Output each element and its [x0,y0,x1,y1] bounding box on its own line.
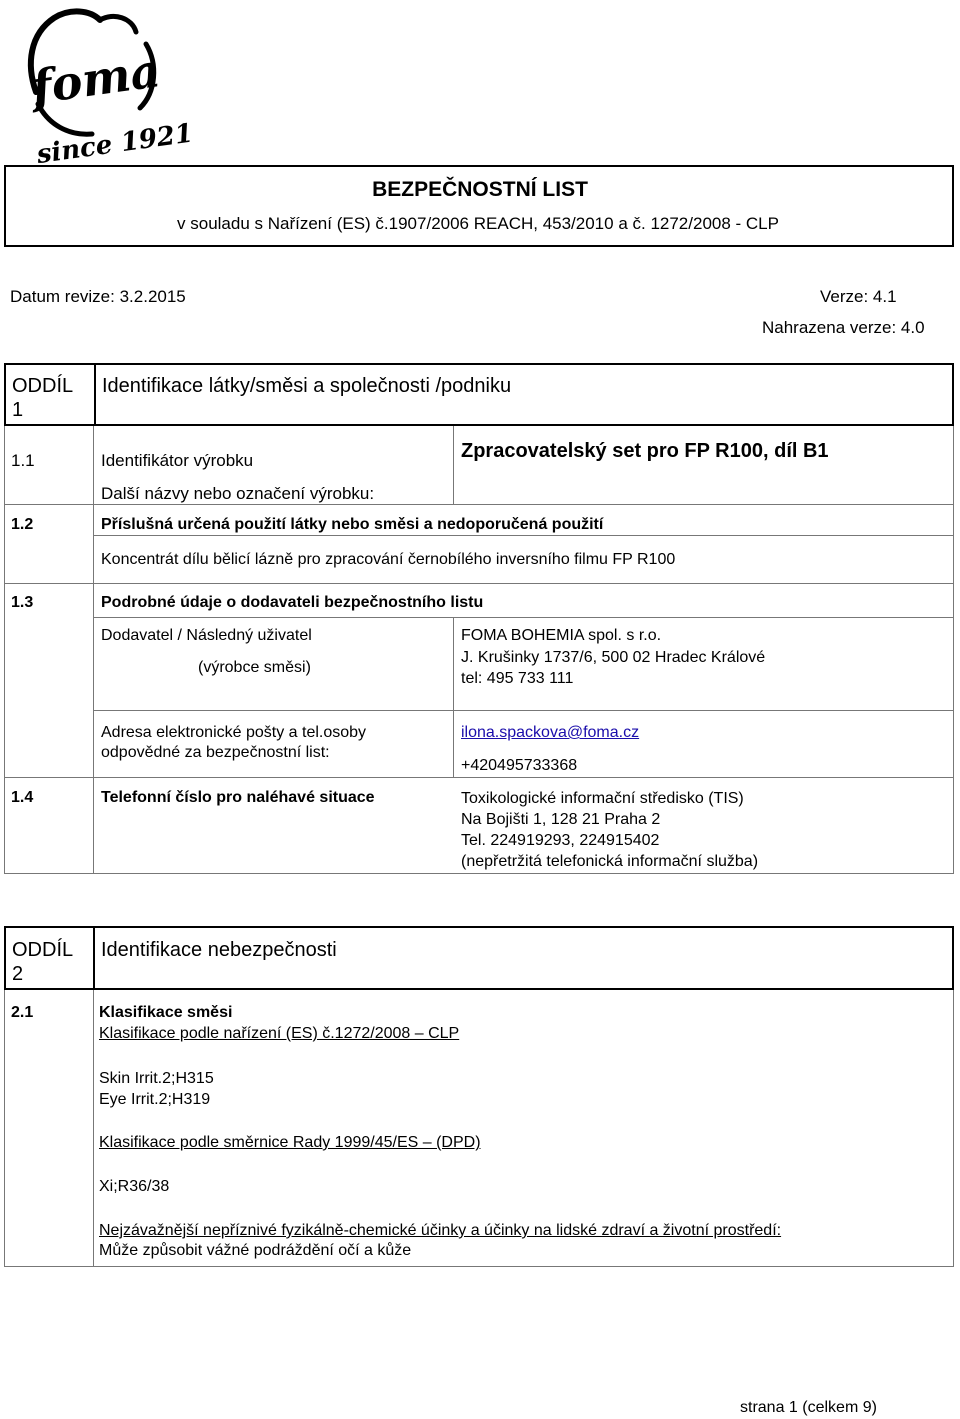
revision-date: Datum revize: 3.2.2015 [10,287,186,306]
emergency-line1: Toxikologické informační středisko (TIS) [461,790,744,807]
supplier-sublabel: (výrobce směsi) [198,659,311,676]
dpd-class-1: Xi;R36/38 [99,1178,170,1195]
replaced-version: Nahrazena verze: 4.0 [762,318,925,337]
company-phone: tel: 495 733 111 [461,670,574,687]
foma-logo [8,4,195,171]
document-subtitle: v souladu s Nařízení (ES) č.1907/2006 REACH, 453/2010 a č. 1272/2008 - CLP [177,214,779,233]
row-1-2-label: Příslušná určená použití látky nebo směsi a nedoporučená použití [101,516,604,533]
emergency-line3: Tel. 224919293, 224915402 [461,832,660,849]
logo-brand-text: foma [28,43,164,115]
section1-label: ODDÍL [12,375,74,397]
email-label-line2: odpovědné za bezpečnostní list: [101,744,330,761]
row-1-4-label: Telefonní číslo pro naléhavé situace [101,789,375,806]
row-1-3-number: 1.3 [11,594,34,611]
section2-number: 2 [12,963,24,985]
company-name: FOMA BOHEMIA spol. s r.o. [461,627,662,644]
section1-title: Identifikace látky/směsi a společnosti /podniku [102,375,512,397]
page-number: strana 1 (celkem 9) [740,1399,877,1416]
row-1-4-number: 1.4 [11,789,34,806]
intended-use: Koncentrát dílu bělicí lázně pro zpracování černobílého inversního filmu FP R100 [101,551,676,568]
product-name: Zpracovatelský set pro FP R100, díl B1 [461,440,829,462]
dpd-heading: Klasifikace podle směrnice Rady 1999/45/ES – (DPD) [99,1134,481,1151]
row-1-1-label: Identifikátor výrobku [101,451,254,470]
row-1-3-label: Podrobné údaje o dodavateli bezpečnostního listu [101,594,484,611]
contact-phone: +420495733368 [461,757,578,774]
section2-label: ODDÍL [12,939,74,961]
clp-class-1: Skin Irrit.2;H315 [99,1070,214,1087]
section2-title: Identifikace nebezpečnosti [101,939,337,961]
row-2-1-label: Klasifikace směsi [99,1004,233,1021]
clp-class-2: Eye Irrit.2;H319 [99,1091,211,1108]
row-1-2-number: 1.2 [11,516,34,533]
supplier-label: Dodavatel / Následný uživatel [101,627,312,644]
row-2-1-number: 2.1 [11,1004,34,1021]
row-1-1-number: 1.1 [11,451,35,470]
company-address: J. Krušinky 1737/6, 500 02 Hradec Králové [461,649,766,666]
logo-tagline-text: since 1921 [34,118,195,171]
other-names-label: Další názvy nebo označení výrobku: [101,484,375,503]
version: Verze: 4.1 [820,287,897,306]
email-label-line1: Adresa elektronické pošty a tel.osoby [101,724,367,741]
emergency-line4: (nepřetržitá telefonická informační služba) [461,853,759,870]
effects-heading: Nejzávažnější nepříznivé fyzikálně-chemické účinky a účinky na lidské zdraví a životní prostředí: [99,1222,782,1239]
document-title: BEZPEČNOSTNÍ LIST [372,178,588,201]
section1-number: 1 [12,399,24,421]
email-link[interactable]: ilona.spackova@foma.cz [461,724,640,741]
effects-text: Může způsobit vážné podráždění očí a kůže [99,1242,412,1259]
clp-heading: Klasifikace podle nařízení (ES) č.1272/2008 – CLP [99,1025,460,1042]
emergency-line2: Na Bojišti 1, 128 21 Praha 2 [461,811,661,828]
